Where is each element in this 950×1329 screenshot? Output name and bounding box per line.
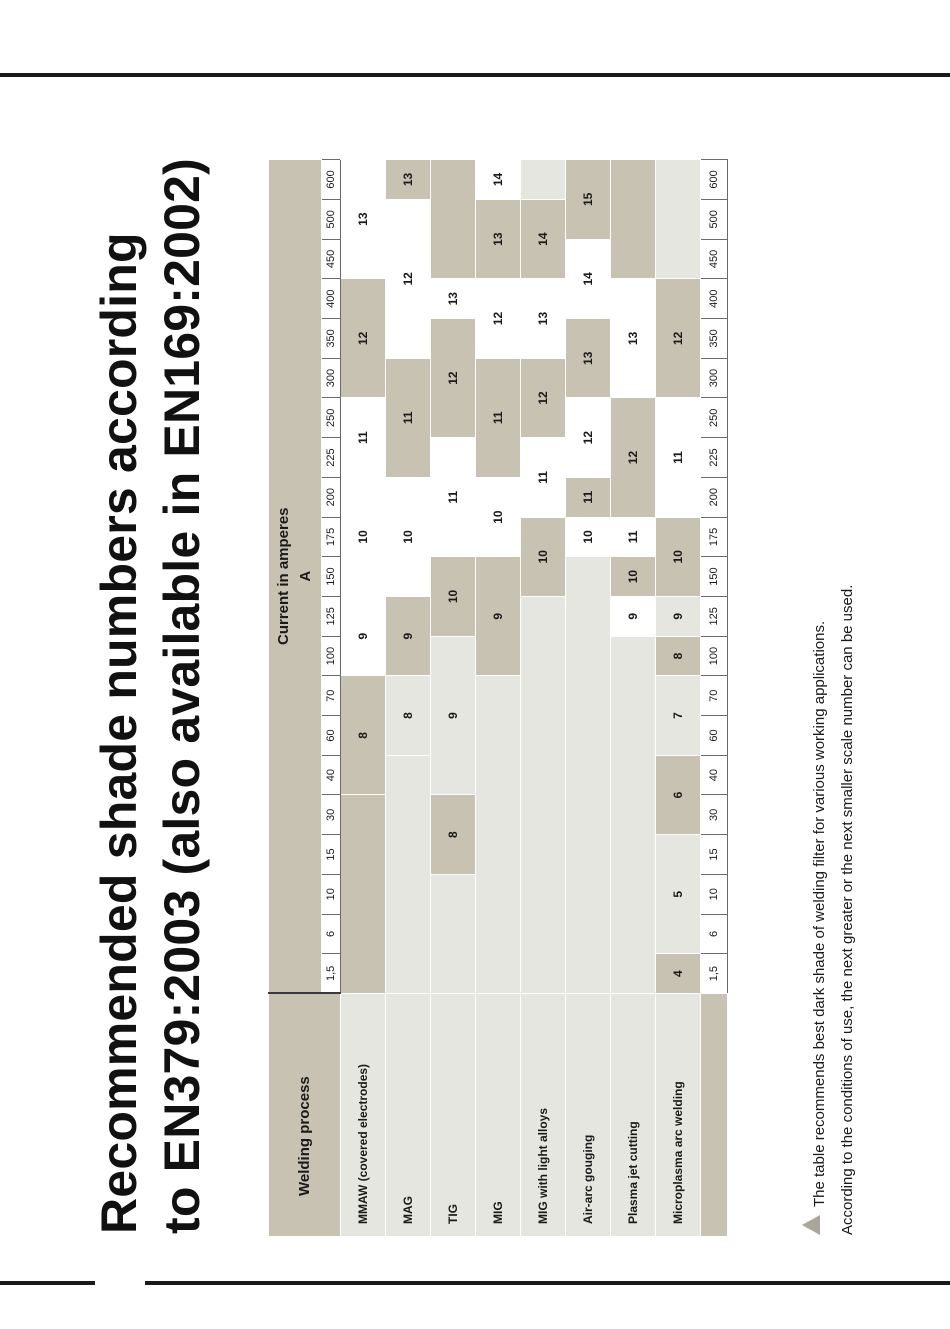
shade-blank [566, 557, 611, 994]
table-row [521, 159, 566, 1236]
tick-label: 600 [701, 159, 728, 199]
shade-number: 6 [656, 755, 701, 834]
shade-blank [476, 676, 521, 994]
tick-label: 150 [322, 557, 341, 597]
tick-label: 600 [322, 159, 341, 199]
table-row [341, 159, 386, 1236]
table-row [656, 159, 701, 1236]
tick-label: 70 [701, 676, 728, 716]
note-line-2: According to the conditions of use, the next greater or the next smaller scale number can be used. [839, 584, 856, 1235]
shade-number: 11 [656, 398, 701, 517]
shade-number: 14 [521, 199, 566, 278]
process-name: MMAW (covered electrodes) [341, 994, 386, 1237]
title-line-1: Recommended shade numbers according [91, 232, 147, 1234]
shade-number: 9 [611, 596, 656, 636]
page-title [88, 158, 214, 1234]
process-name: Plasma jet cutting [611, 994, 656, 1237]
shade-number: 12 [431, 319, 476, 438]
notes [806, 585, 862, 1235]
shade-number: 10 [476, 477, 521, 556]
shade-number: 12 [611, 398, 656, 517]
tick-label: 500 [322, 199, 341, 239]
tick-label: 400 [701, 279, 728, 319]
tick-label: 450 [701, 239, 728, 279]
shade-number: 4 [656, 954, 701, 994]
process-name: Microplasma arc welding [656, 994, 701, 1237]
process-name: Air-arc gouging [566, 994, 611, 1237]
shade-number: 11 [431, 438, 476, 557]
shade-number: 9 [431, 636, 476, 795]
shade-blank [521, 159, 566, 199]
shade-number: 10 [566, 517, 611, 557]
shade-number: 13 [386, 159, 431, 199]
tick-label: 10 [322, 874, 341, 914]
shade-number: 8 [431, 795, 476, 874]
tick-label: 100 [322, 636, 341, 676]
table-row [611, 159, 656, 1236]
shade-number: 12 [476, 279, 521, 358]
shade-number: 10 [611, 557, 656, 597]
tick-row-bottom [701, 159, 728, 1236]
tick-label: 1,5 [701, 954, 728, 994]
shade-number: 13 [476, 199, 521, 278]
shade-number: 13 [521, 279, 566, 358]
tick-label: 1,5 [322, 954, 341, 994]
tick-label: 250 [701, 398, 728, 438]
title-line-2: to EN379:2003 (also available in EN169:2002) [154, 157, 210, 1234]
shade-number: 13 [341, 159, 386, 278]
tick-label: 175 [701, 517, 728, 557]
tick-label: 350 [322, 319, 341, 359]
shade-number: 11 [386, 358, 431, 477]
process-header: Welding process [269, 994, 341, 1237]
shade-blank [386, 755, 431, 993]
tick-label: 225 [322, 438, 341, 478]
tick-label: 70 [322, 676, 341, 716]
tick-label: 6 [322, 914, 341, 954]
tick-label: 125 [322, 596, 341, 636]
shade-number: 11 [476, 358, 521, 477]
shade-number: 10 [431, 557, 476, 636]
process-name: MAG [386, 994, 431, 1237]
footer-blank [701, 994, 728, 1237]
shade-number: 12 [341, 279, 386, 398]
shade-number: 11 [521, 438, 566, 517]
current-header-line-2: A [297, 570, 314, 582]
shade-number: 9 [341, 596, 386, 675]
process-name: TIG [431, 994, 476, 1237]
current-header-line-1: Current in amperes [275, 507, 292, 646]
tick-label: 150 [701, 557, 728, 597]
tick-label: 60 [701, 716, 728, 756]
shade-blank [611, 636, 656, 993]
tick-label: 175 [322, 517, 341, 557]
current-header [269, 159, 322, 993]
shade-number: 15 [566, 159, 611, 239]
tick-label: 300 [701, 358, 728, 398]
shade-number: 8 [656, 636, 701, 676]
shade-number: 5 [656, 835, 701, 954]
tick-label: 6 [701, 914, 728, 954]
shade-number: 12 [386, 199, 431, 358]
table-row [431, 159, 476, 1236]
shade-blank [431, 874, 476, 993]
tick-label: 450 [322, 239, 341, 279]
shade-number: 11 [341, 398, 386, 477]
shade-blank [341, 795, 386, 994]
tick-label: 15 [322, 835, 341, 875]
tick-label: 200 [322, 477, 341, 517]
shade-number: 12 [566, 398, 611, 477]
shade-number: 7 [656, 676, 701, 755]
shade-blank [611, 159, 656, 278]
shade-table [268, 159, 728, 1237]
shade-number: 10 [521, 517, 566, 596]
shade-number: 11 [566, 477, 611, 517]
tick-label: 100 [701, 636, 728, 676]
process-name: MIG with light alloys [521, 994, 566, 1237]
shade-number: 14 [476, 159, 521, 199]
shade-number: 10 [656, 517, 701, 596]
tick-label: 400 [322, 279, 341, 319]
shade-number: 10 [386, 477, 431, 596]
shade-number: 9 [656, 596, 701, 636]
shade-number: 8 [341, 676, 386, 795]
shade-blank [431, 159, 476, 278]
shade-number: 8 [386, 676, 431, 755]
table-row [476, 159, 521, 1236]
tick-label: 500 [701, 199, 728, 239]
tick-label: 40 [322, 755, 341, 795]
shade-number: 13 [566, 319, 611, 398]
note-line-1: The table recommends best dark shade of welding filter for various working applications. [811, 620, 828, 1207]
shade-number: 12 [521, 358, 566, 437]
header-row [269, 159, 322, 1236]
tick-label: 15 [701, 835, 728, 875]
shade-blank [521, 596, 566, 993]
shade-number: 14 [566, 239, 611, 318]
tick-label: 30 [701, 795, 728, 835]
shade-number: 10 [341, 477, 386, 596]
shade-number: 13 [431, 279, 476, 319]
shade-number: 9 [386, 596, 431, 675]
tick-label: 225 [701, 438, 728, 478]
tick-label: 40 [701, 755, 728, 795]
tick-label: 200 [701, 477, 728, 517]
process-name: MIG [476, 994, 521, 1237]
shade-blank [656, 159, 701, 278]
tick-label: 125 [701, 596, 728, 636]
tick-label: 350 [701, 319, 728, 359]
tick-label: 250 [322, 398, 341, 438]
tick-label: 60 [322, 716, 341, 756]
tick-label: 300 [322, 358, 341, 398]
tick-label: 30 [322, 795, 341, 835]
shade-number: 9 [476, 557, 521, 676]
shade-number: 13 [611, 279, 656, 398]
table-row [566, 159, 611, 1236]
table-row [386, 159, 431, 1236]
tick-label: 10 [701, 874, 728, 914]
shade-number: 12 [656, 279, 701, 398]
shade-number: 11 [611, 517, 656, 557]
